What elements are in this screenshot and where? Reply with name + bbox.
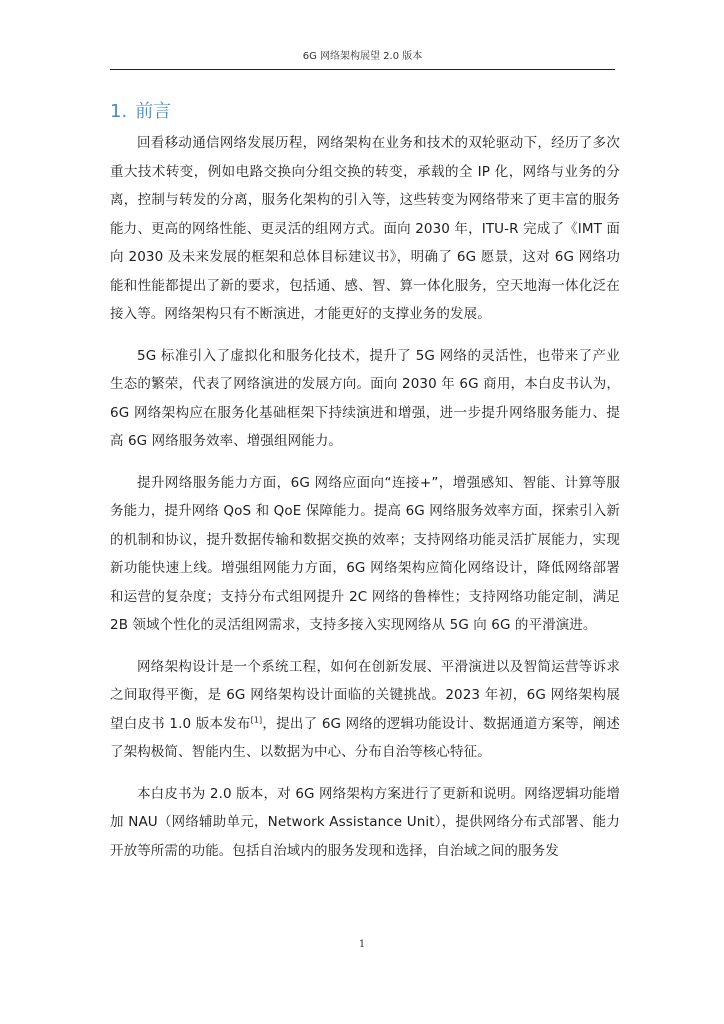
paragraph-4: [110, 653, 620, 767]
paragraph-5: 本白皮书为 2.0 版本，对 6G 网络架构方案进行了更新和说明。网络逻辑功能增加 NAU（网络辅助单元，Network Assistance Unit），提供网络分布式部署、能力开放等所需的功能。包括自治域内的服务发现和选择，自治域之间的服务发: [110, 785, 620, 859]
paragraph-4-text-a: 网络架构设计是一个系统工程，如何在创新发展、平滑演进以及智简运营等诉求之间取得平衡，是 6G 网络架构设计面临的关键挑战。2023 年初，6G 网络架构展望白皮书 1.0 版本发布: [110, 658, 620, 732]
body-text: [110, 129, 620, 878]
citation-reference[interactable]: [1]: [250, 715, 263, 724]
running-header: 6G 网络架构展望 2.0 版本: [302, 51, 423, 62]
section-title-text: 前言: [135, 101, 172, 122]
paragraph-1: 回看移动通信网络发展历程，网络架构在业务和技术的双轮驱动下，经历了多次重大技术转变，例如电路交换向分组交换的转变，承载的全 IP 化，网络与业务的分离，控制与转发的分离，服务化架构的引入等，这些转变为网络带来了更丰富的服务能力、更高的网络性能、更灵活的组网方式。面向 2030 年，ITU-R 完成了《IMT 面向 2030 及未来发展的框架和总体目标建议书》，明确了 6G 愿景，这对 6G 网络功能和性能都提出了新的要求，包括通、感、智、算一体化服务，空天地海一体化泛在接入等。网络架构只有不断演进，才能更好的支撑业务的发展。: [110, 135, 620, 322]
paragraph-2: 5G 标准引入了虚拟化和服务化技术，提升了 5G 网络的灵活性，也带来了产业生态的繁荣，代表了网络演进的发展方向。面向 2030 年 6G 商用，本白皮书认为，6G 网络架构应在服务化基础框架下持续演进和增强，进一步提升网络服务能力、提高 6G 网络服务效率、增强组网能力。: [110, 347, 620, 449]
header-rule: [110, 69, 615, 70]
paragraph-4-text-b: ，提出了 6G 网络的逻辑功能设计、数据通道方案等，阐述了架构极简、智能内生、以数据为中心、分布自治等核心特征。: [110, 715, 620, 760]
section-number: 1.: [110, 101, 128, 122]
section-heading: [110, 99, 171, 125]
paragraph-3: 提升网络服务能力方面，6G 网络应面向“连接+”，增强感知、智能、计算等服务能力，提升网络 QoS 和 QoE 保障能力。提高 6G 网络服务效率方面，探索引入新的机制和协议，提升数据传输和数据交换的效率；支持网络功能灵活扩展能力，实现新功能快速上线。增强组网能力方面，6G 网络架构应简化网络设计，降低网络部署和运营的复杂度；支持分布式组网提升 2C 网络的鲁棒性；支持网络功能定制，满足 2B 领域个性化的灵活组网需求，支持多接入实现网络从 5G 向 6G 的平滑演进。: [110, 474, 620, 633]
page-number: 1: [358, 939, 366, 950]
